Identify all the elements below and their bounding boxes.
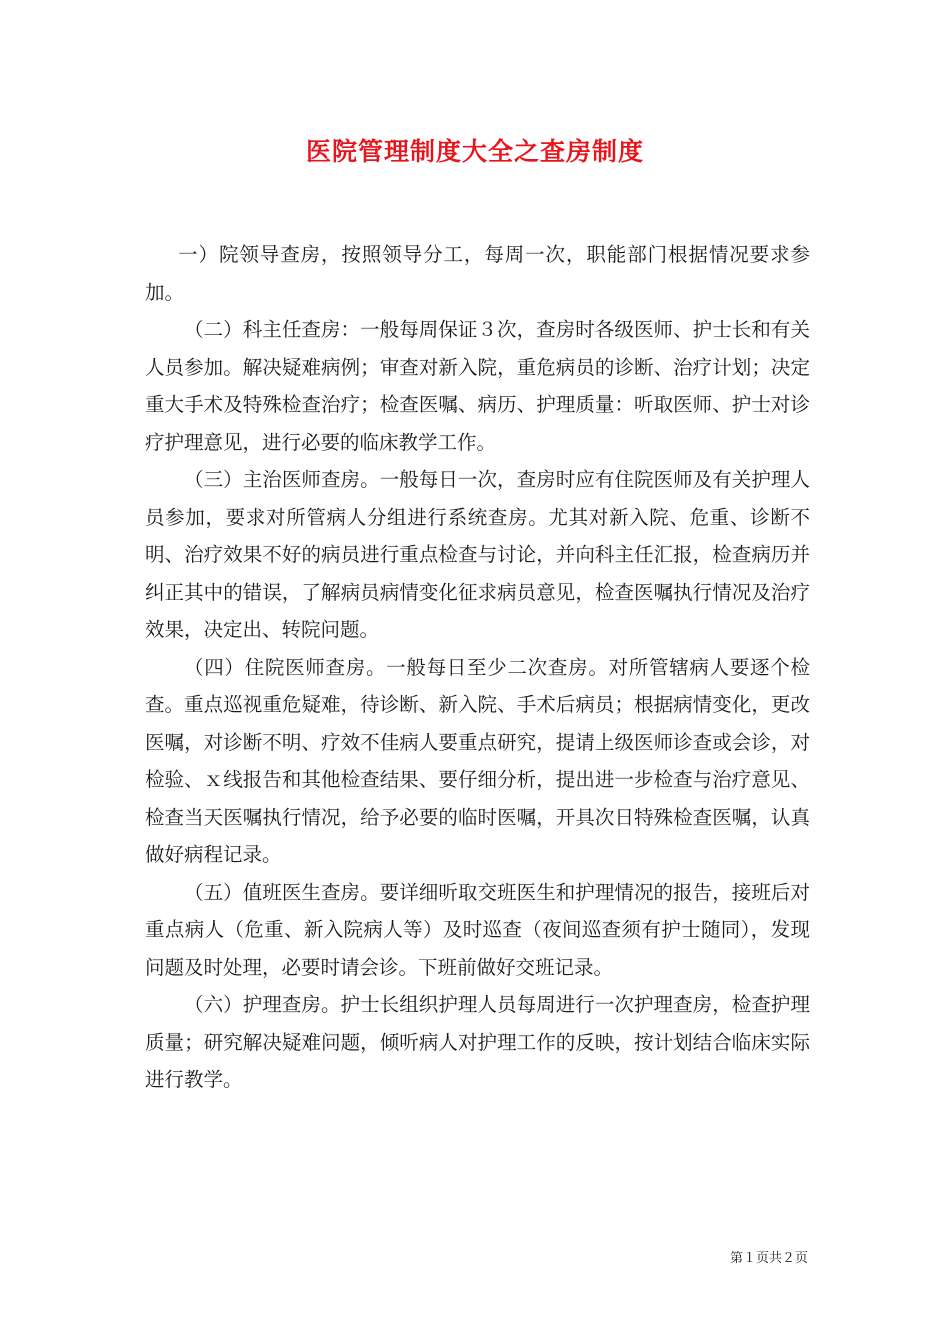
page-number-footer: 第１页共２页 (729, 1251, 808, 1266)
paragraph-1: 一）院领导查房，按照领导分工，每周一次，职能部门根据情况要求参加。 (145, 243, 810, 304)
paragraph-4: （四）住院医师查房。一般每日至少二次查房。对所管辖病人要逐个检查。重点巡视重危疑难，待诊断、新入院、手术后病员；根据病情变化，更改医嘱，对诊断不明、疗效不佳病人要重点研究，提请上级医师诊查或会诊，对检验、ｘ线报告和其他检查结果、要仔细分析，提出进一步检查与治疗意见、检查当天医嘱执行情况，给予必要的临时医嘱，开具次日特殊检查医嘱，认真做好病程记录。 (145, 655, 810, 866)
paragraph-5: （五）值班医生查房。要详细听取交班医生和护理情况的报告，接班后对重点病人（危重、新入院病人等）及时巡查（夜间巡查须有护士随同），发现问题及时处理，必要时请会诊。下班前做好交班记录。 (145, 880, 810, 979)
paragraph-6: （六）护理查房。护士长组织护理人员每周进行一次护理查房，检查护理质量；研究解决疑难问题，倾听病人对护理工作的反映，按计划结合临床实际进行教学。 (145, 993, 810, 1091)
document-body (145, 236, 810, 1099)
document-title: 医院管理制度大全之查房制度 (305, 137, 644, 166)
paragraph-3: （三）主治医师查房。一般每日一次，查房时应有住院医师及有关护理人员参加，要求对所管病人分组进行系统查房。尤其对新入院、危重、诊断不明、治疗效果不好的病员进行重点检查与讨论，并向科主任汇报，检查病历并纠正其中的错误，了解病员病情变化征求病员意见，检查医嘱执行情况及治疗效果，决定出、转院问题。 (145, 468, 810, 641)
paragraph-2: （二）科主任查房：一般每周保证３次，查房时各级医师、护士长和有关人员参加。解决疑难病例；审查对新入院，重危病员的诊断、治疗计划；决定重大手术及特殊检查治疗；检查医嘱、病历、护理质量：听取医师、护士对诊疗护理意见，进行必要的临床教学工作。 (145, 318, 810, 454)
